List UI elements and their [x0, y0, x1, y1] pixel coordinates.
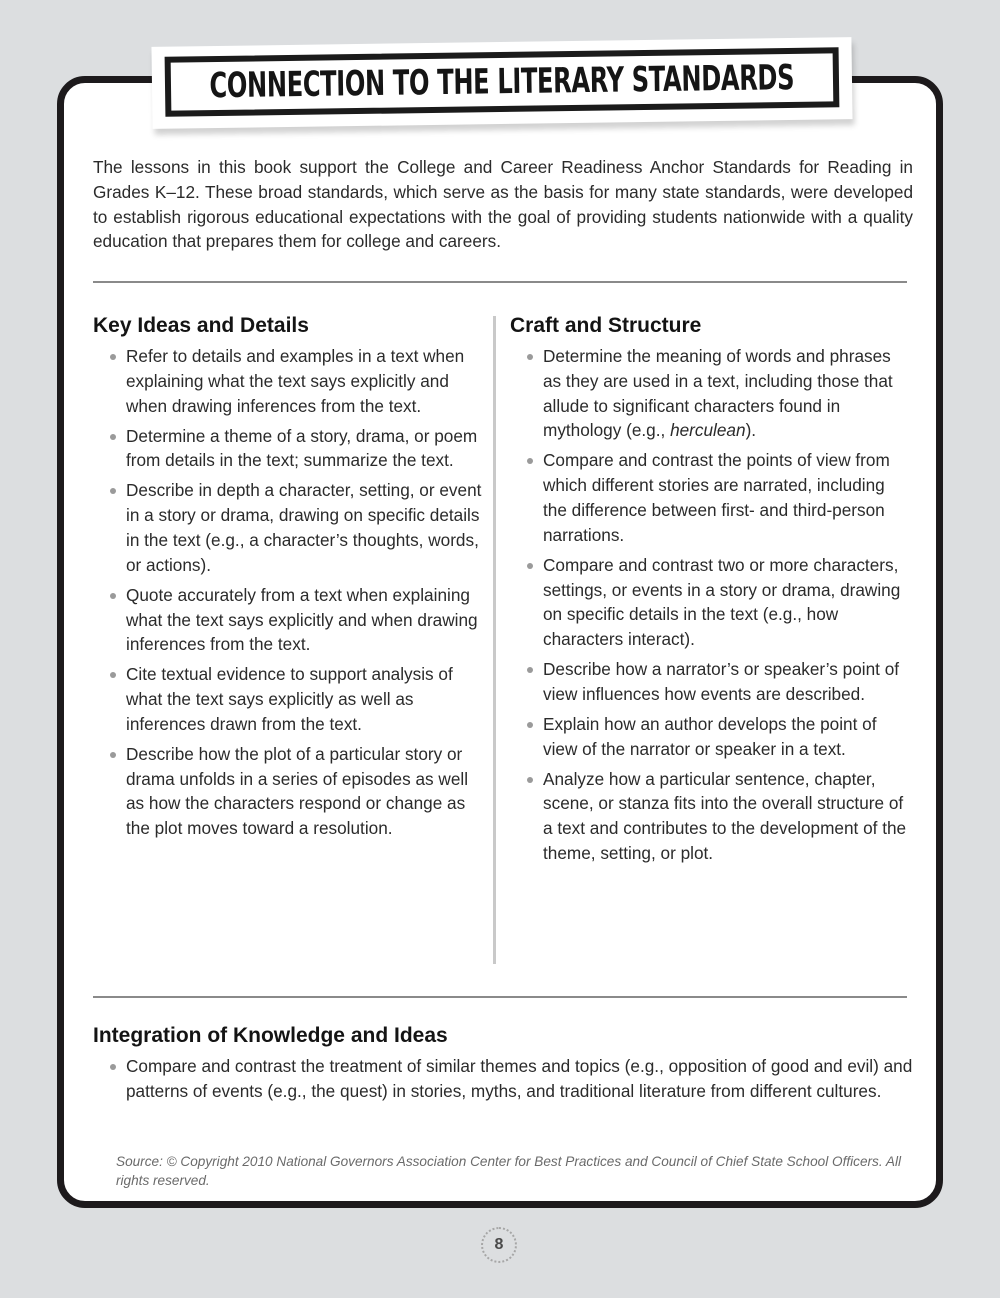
list-item: [510, 712, 910, 762]
bullet-icon: [110, 593, 116, 599]
bullet-icon: [527, 667, 533, 673]
bullet-list: [510, 344, 910, 866]
list-item: [510, 657, 910, 707]
bullet-icon: [110, 752, 116, 758]
section-craft-structure: [510, 312, 910, 871]
bullet-icon: [527, 777, 533, 783]
bullet-icon: [110, 488, 116, 494]
list-item-text: Describe in depth a character, setting, or event in a story or drama, drawing on specific details in the text (e.g., a character’s thoughts, words, or actions).: [126, 480, 482, 575]
bullet-list: [93, 1054, 913, 1104]
list-item-text: Refer to details and examples in a text when explaining what the text says explicitly and when drawing inferences from the text.: [126, 346, 465, 416]
list-item-text: Compare and contrast the points of view from which different stories are narrated, including the difference between first- and third-person narrations.: [543, 450, 890, 545]
divider-bottom: [93, 996, 907, 998]
list-item: [93, 424, 488, 474]
bullet-icon: [527, 458, 533, 464]
list-item: [93, 742, 488, 841]
source-citation: Source: © Copyright 2010 National Governors Association Center for Best Practices and Council of Chief State School Officers. All rights reserved.: [116, 1154, 901, 1188]
list-item: [510, 448, 910, 547]
bullet-icon: [110, 1064, 116, 1070]
bullet-icon: [527, 354, 533, 360]
list-item-tail: ).: [745, 420, 757, 441]
list-item-text: Quote accurately from a text when explaining what the text says explicitly and when drawing inferences from the text.: [126, 584, 478, 655]
page-title: CONNECTION TO THE LITERARY STANDARDS: [209, 57, 795, 107]
section-heading: Integration of Knowledge and Ideas: [93, 1024, 448, 1047]
list-item-text: Explain how an author develops the point of view of the narrator or speaker in a text.: [543, 713, 877, 759]
list-item-text: Describe how a narrator’s or speaker’s point of view influences how events are described.: [543, 659, 900, 704]
list-item: [93, 662, 488, 736]
divider-top: [93, 281, 907, 283]
list-item: [510, 553, 910, 652]
list-item-italic: herculean: [670, 420, 746, 441]
section-key-ideas: [93, 312, 488, 846]
intro-paragraph: The lessons in this book support the College and Career Readiness Anchor Standards for Reading in Grades K–12. These broad standards, which serve as the basis for many state standards, were developed to establish rigorous educational expectations with the goal of providing students nationwide with a quality education that prepares them for college and careers.: [93, 157, 913, 252]
list-item-text: Describe how the plot of a particular story or drama unfolds in a series of episodes as well as how the characters respond or change as the plot moves toward a resolution.: [126, 743, 469, 839]
list-item: [510, 767, 910, 866]
title-banner: [151, 37, 852, 129]
section-integration: [93, 1022, 913, 1109]
list-item-text: Compare and contrast two or more characters, settings, or events in a story or drama, drawing on specific details in the text (e.g., how characters interact).: [543, 554, 901, 650]
list-item-text: Analyze how a particular sentence, chapter, scene, or stanza fits into the overall structure of a text and contributes to the development of the theme, setting, or plot.: [543, 768, 907, 864]
list-item-text: Determine a theme of a story, drama, or poem from details in the text; summarize the text.: [126, 425, 478, 471]
list-item: [510, 344, 910, 443]
column-divider: [493, 316, 496, 964]
bullet-icon: [110, 434, 116, 440]
list-item-text: Cite textual evidence to support analysis of what the text says explicitly as well as inferences drawn from the text.: [126, 664, 453, 734]
title-border: [165, 47, 840, 116]
bullet-icon: [110, 354, 116, 360]
section-heading: Key Ideas and Details: [93, 314, 309, 337]
list-item-text: Determine the meaning of words and phrases as they are used in a text, including those that allude to significant characters found in mythology (e.g.,: [543, 346, 893, 441]
bullet-icon: [110, 672, 116, 678]
bullet-icon: [527, 563, 533, 569]
list-item: [93, 344, 488, 418]
list-item: [93, 478, 488, 577]
list-item: [93, 1054, 913, 1104]
page-number: 8: [481, 1227, 517, 1263]
list-item-text: Compare and contrast the treatment of similar themes and topics (e.g., opposition of good and evil) and patterns of events (e.g., the quest) in stories, myths, and traditional literature from different cultures.: [126, 1056, 913, 1101]
bullet-icon: [527, 722, 533, 728]
bullet-list: [93, 344, 488, 841]
section-heading: Craft and Structure: [510, 314, 702, 337]
list-item: [93, 583, 488, 657]
